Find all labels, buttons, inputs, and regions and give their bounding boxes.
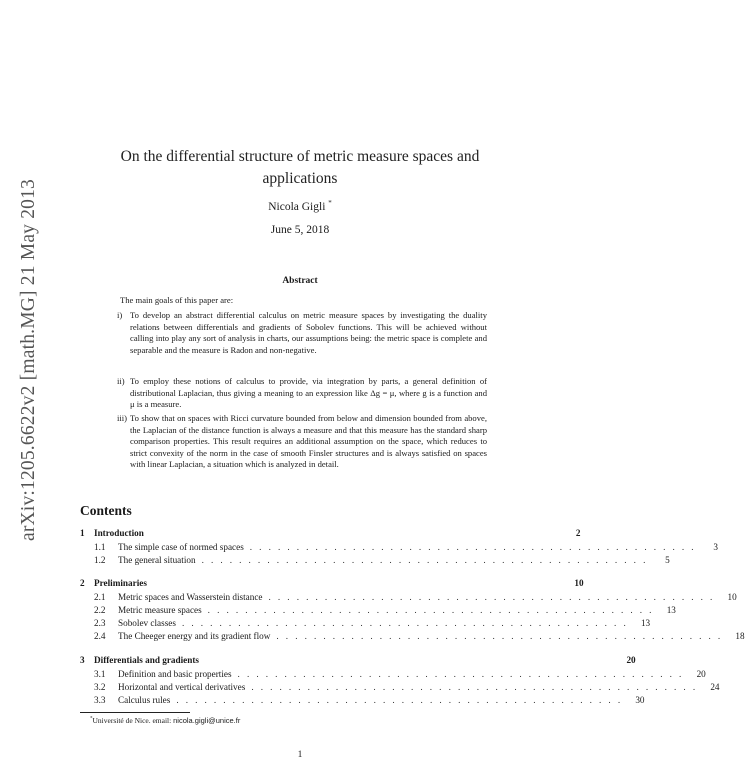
- toc-leader: . . . . . . . . . . . . . . . . . . . . . . . . . . . . . . . . . . . . . . . . . . . . . . . .: [268, 592, 715, 602]
- toc-title: Sobolev classes: [118, 618, 176, 628]
- toc-number: 3.1: [94, 669, 106, 679]
- toc-title: The general situation: [118, 555, 196, 565]
- toc-number: 1.1: [94, 542, 106, 552]
- author: [0, 199, 600, 213]
- contents-heading: Contents: [80, 503, 132, 518]
- abstract-item: [117, 310, 487, 356]
- abstract-intro: The main goals of this paper are:: [120, 295, 234, 305]
- toc-leader: . . . . . . . . . . . . . . . . . . . . . . . . . . . . . . . . . . . . . . . . . . . . . . . .: [176, 695, 623, 705]
- toc-subsection[interactable]: [80, 542, 718, 555]
- toc-number: 3: [80, 655, 85, 665]
- footnote-text: Université de Nice. email:: [92, 716, 174, 725]
- author-name: Nicola Gigli: [268, 200, 326, 213]
- toc-subsection[interactable]: [80, 669, 706, 682]
- abstract-item-number: i): [117, 310, 123, 320]
- toc-subsection[interactable]: [80, 618, 651, 631]
- toc-page: 10: [574, 578, 584, 588]
- toc-page: 10: [727, 592, 737, 602]
- abstract-item-number: iii): [117, 413, 128, 423]
- paper-title: On the differential structure of metric measure spaces and applications: [120, 148, 480, 187]
- toc-page: 3: [713, 542, 718, 552]
- toc-number: 1.2: [94, 555, 106, 565]
- author-footnote-mark: *: [328, 199, 332, 207]
- abstract-item-number: ii): [117, 376, 125, 386]
- toc-leader: . . . . . . . . . . . . . . . . . . . . . . . . . . . . . . . . . . . . . . . . . . . . . . . .: [276, 631, 723, 641]
- abstract-item-text: To develop an abstract differential calculus on metric measure spaces by investigating the duality relations between differentials and gradients of Sobolev functions. This will be achieved without calling into play any sort of analysis in charts, our assumptions being: the metric space is complete and separable and the measure is Radon and non-negative.: [130, 310, 487, 355]
- toc-subsection[interactable]: [80, 695, 645, 708]
- toc-section[interactable]: [80, 578, 584, 591]
- toc-subsection[interactable]: [80, 682, 720, 695]
- footnote-email[interactable]: nicola.gigli@unice.fr: [173, 716, 241, 725]
- toc-leader: . . . . . . . . . . . . . . . . . . . . . . . . . . . . . . . . . . . . . . . . . . . . . . . .: [181, 618, 629, 628]
- toc-number: 2.1: [94, 592, 106, 602]
- abstract-heading: Abstract: [282, 276, 318, 286]
- toc-number: 2.2: [94, 605, 106, 615]
- arxiv-stamp-text: arXiv:1205.6622v2 [math.MG] 21 May 2013: [18, 178, 39, 542]
- toc-title: Preliminaries: [94, 578, 147, 588]
- toc-section[interactable]: [80, 655, 636, 668]
- toc-subsection[interactable]: [80, 592, 737, 605]
- toc-title: Introduction: [94, 528, 144, 538]
- toc-page: 30: [635, 695, 645, 705]
- toc-page: 13: [640, 618, 651, 628]
- toc-subsection[interactable]: [80, 555, 670, 568]
- toc-section[interactable]: [80, 528, 581, 541]
- toc-number: 2.4: [94, 631, 106, 641]
- toc-leader: . . . . . . . . . . . . . . . . . . . . . . . . . . . . . . . . . . . . . . . . . . . . . . . .: [237, 669, 684, 679]
- toc-leader: . . . . . . . . . . . . . . . . . . . . . . . . . . . . . . . . . . . . . . . . . . . . . . . .: [251, 682, 698, 692]
- page-number: 1: [297, 750, 303, 760]
- toc-page: 5: [665, 555, 670, 565]
- footnote: [90, 716, 240, 725]
- toc-page: 20: [696, 669, 706, 679]
- footnote-rule: [80, 712, 190, 713]
- abstract-item-text: To employ these notions of calculus to provide, via integration by parts, a general definition of distributional Laplacian, thus giving a meaning to an expression like Δg = μ, where g is a function and μ is a measure.: [130, 376, 487, 409]
- toc-page: 18: [735, 631, 745, 641]
- toc-number: 3.2: [94, 682, 106, 692]
- abstract-item: [117, 413, 487, 471]
- date: June 5, 2018: [270, 224, 330, 236]
- toc-leader: . . . . . . . . . . . . . . . . . . . . . . . . . . . . . . . . . . . . . . . . . . . . . . . .: [249, 542, 696, 552]
- toc-number: 2: [80, 578, 85, 588]
- toc-title: Horizontal and vertical derivatives: [118, 682, 246, 692]
- abstract-item-text: To show that on spaces with Ricci curvature bounded from below and dimension bounded from above, the Laplacian of the distance function is always a measure and that this measure has the standard sharp comparison properties. This result requires an additional assumption on the space, which reduces to strict convexity of the norm in the case of smooth Finsler structures and is always satisfied on spaces with linear Laplacian, a situation which is analyzed in detail.: [130, 413, 487, 469]
- toc-title: Metric measure spaces: [118, 605, 202, 615]
- toc-page: 24: [710, 682, 720, 692]
- toc-page: 20: [626, 655, 636, 665]
- toc-title: Differentials and gradients: [94, 655, 199, 665]
- toc-leader: . . . . . . . . . . . . . . . . . . . . . . . . . . . . . . . . . . . . . . . . . . . . . . . .: [201, 555, 648, 565]
- toc-page: 13: [666, 605, 676, 615]
- toc-number: 3.3: [94, 695, 106, 705]
- toc-title: Definition and basic properties: [118, 669, 232, 679]
- toc-page: 2: [575, 528, 581, 538]
- toc-number: 1: [80, 528, 85, 538]
- toc-subsection[interactable]: [80, 631, 745, 644]
- toc-leader: . . . . . . . . . . . . . . . . . . . . . . . . . . . . . . . . . . . . . . . . . . . . . . . .: [207, 605, 654, 615]
- toc-title: Calculus rules: [118, 695, 171, 705]
- toc-title: Metric spaces and Wasserstein distance: [118, 592, 263, 602]
- footnote-mark: *: [90, 716, 93, 722]
- toc-number: 2.3: [94, 618, 106, 628]
- abstract-item: [117, 376, 487, 411]
- toc-title: The simple case of normed spaces: [118, 542, 244, 552]
- toc-subsection[interactable]: [80, 605, 676, 618]
- toc-title: The Cheeger energy and its gradient flow: [118, 631, 271, 641]
